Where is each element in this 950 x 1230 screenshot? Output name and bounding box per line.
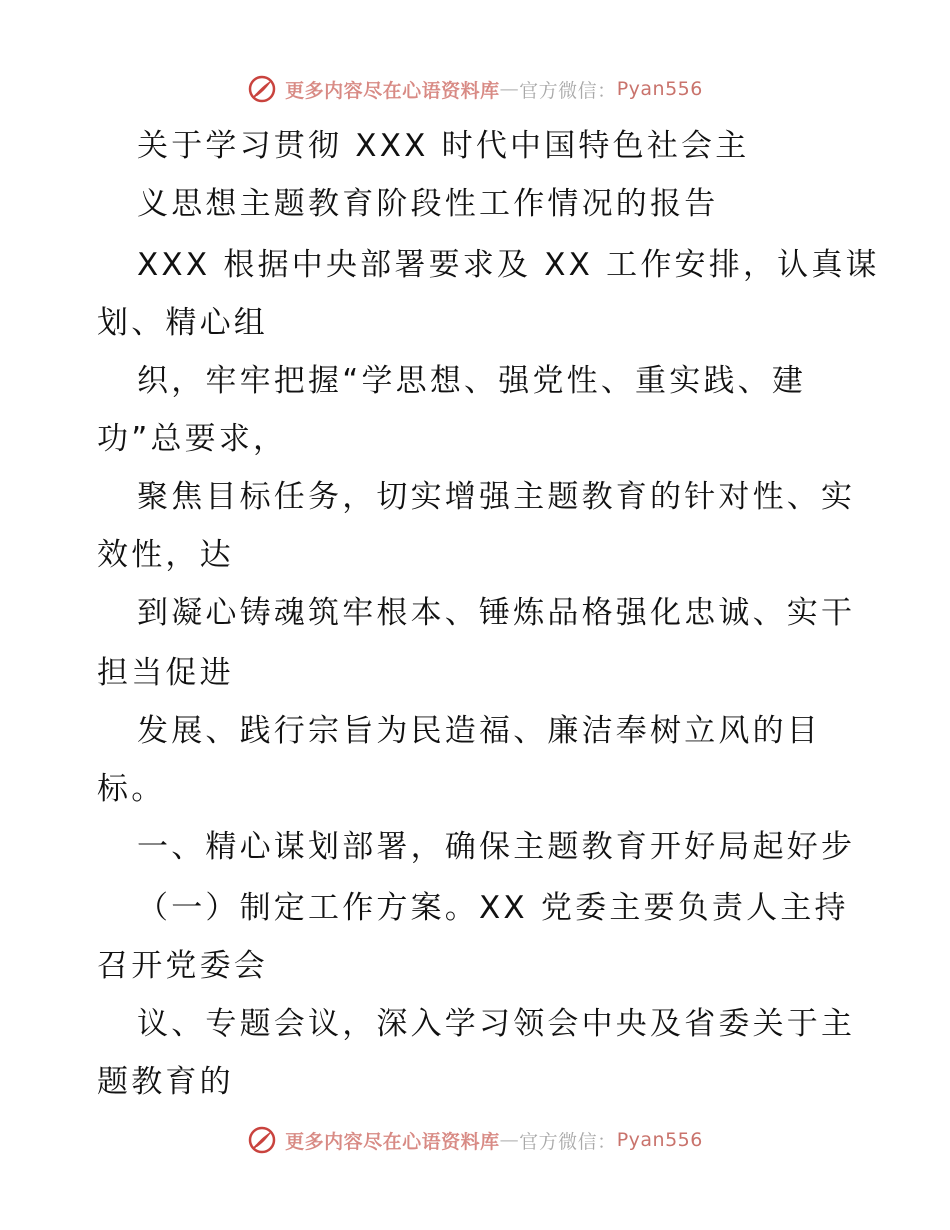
footer-watermark — [0, 1122, 950, 1158]
doc-line: 一、精心谋划部署，确保主题教育开好局起好步 — [137, 829, 856, 865]
doc-line: （一）制定工作方案。XX 党委主要负责人主持 — [137, 890, 849, 926]
watermark-account: Pyan556 — [616, 1129, 703, 1151]
doc-line: 关于学习贯彻 XXX 时代中国特色社会主 — [137, 128, 750, 164]
doc-line: 义思想主题教育阶段性工作情况的报告 — [137, 186, 719, 222]
watermark-dash: — — [499, 1129, 520, 1151]
doc-line: 标。 — [97, 771, 166, 807]
watermark-dash: — — [499, 78, 520, 100]
doc-line: 功”总要求， — [97, 421, 288, 457]
doc-line: 题教育的 — [97, 1064, 234, 1100]
doc-line: XXX 根据中央部署要求及 XX 工作安排，认真谋 — [137, 247, 880, 283]
doc-line: 效性，达 — [97, 537, 234, 573]
doc-line: 织，牢牢把握“学思想、强党性、重实践、建 — [137, 363, 807, 399]
watermark-label: 官方微信： — [519, 1130, 617, 1153]
doc-line: 到凝心铸魂筑牢根本、锤炼品格强化忠诚、实干 — [137, 595, 856, 631]
doc-line: 议、专题会议，深入学习领会中央及省委关于主 — [137, 1006, 856, 1042]
watermark-account: Pyan556 — [616, 78, 703, 100]
doc-line: 发展、践行宗旨为民造福、廉洁奉树立风的目 — [137, 713, 821, 749]
doc-line: 召开党委会 — [97, 948, 268, 984]
doc-line: 担当促进 — [97, 655, 234, 691]
watermark-text: 更多内容尽在心语资料库 — [285, 1130, 500, 1153]
watermark-label: 官方微信： — [519, 79, 617, 102]
quill-logo-icon — [247, 1125, 277, 1155]
doc-line: 划、精心组 — [97, 305, 268, 341]
doc-line: 聚焦目标任务，切实增强主题教育的针对性、实 — [137, 479, 856, 515]
watermark-text: 更多内容尽在心语资料库 — [285, 79, 500, 102]
